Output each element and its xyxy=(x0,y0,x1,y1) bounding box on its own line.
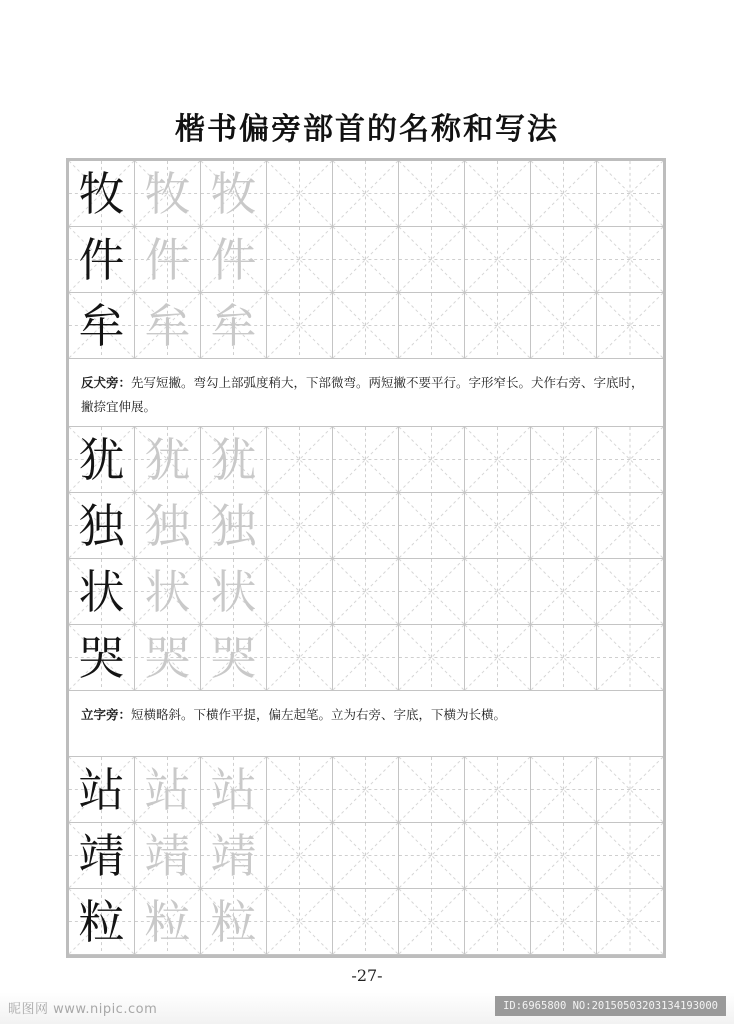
trace-character: 犹 xyxy=(144,432,191,487)
guide-lines xyxy=(267,493,332,558)
model-character: 犹 xyxy=(78,432,125,487)
guide-lines xyxy=(267,227,332,292)
guide-lines xyxy=(531,161,596,226)
radical-name: 反犬旁： xyxy=(81,375,132,390)
radical-description: 短横略斜。下横作平提，偏左起笔。立为右旁、字底，下横为长横。 xyxy=(131,707,507,722)
grid-row xyxy=(69,889,663,955)
trace-character: 牧 xyxy=(210,166,257,221)
guide-lines xyxy=(597,823,663,888)
grid-row xyxy=(69,293,663,359)
blank-cell xyxy=(465,427,531,493)
trace-character: 状 xyxy=(144,564,191,619)
guide-lines xyxy=(597,227,663,292)
trace-character: 站 xyxy=(210,762,257,817)
grid-row xyxy=(69,823,663,889)
guide-lines xyxy=(465,293,530,358)
blank-cell xyxy=(267,823,333,889)
watermark-id: ID:6965800 NO:20150503203134193000 xyxy=(495,996,726,1016)
model-character: 粒 xyxy=(78,894,125,949)
guide-lines xyxy=(465,625,530,690)
trace-cell xyxy=(135,625,201,691)
guide-lines xyxy=(597,757,663,822)
guide-lines xyxy=(267,559,332,624)
blank-cell xyxy=(531,625,597,691)
trace-character: 哭 xyxy=(210,630,257,685)
guide-lines xyxy=(531,889,596,954)
guide-lines xyxy=(399,493,464,558)
trace-character: 件 xyxy=(144,232,191,287)
trace-cell xyxy=(201,757,267,823)
blank-cell xyxy=(465,559,531,625)
trace-cell xyxy=(201,823,267,889)
grid-row xyxy=(69,161,663,227)
radical-note xyxy=(69,691,663,757)
guide-lines xyxy=(531,823,596,888)
trace-cell xyxy=(201,493,267,559)
blank-cell xyxy=(267,757,333,823)
blank-cell xyxy=(531,889,597,955)
page-number: -27- xyxy=(351,966,383,985)
blank-cell xyxy=(399,625,465,691)
grid-row xyxy=(69,493,663,559)
blank-cell xyxy=(267,559,333,625)
model-character: 哭 xyxy=(78,630,125,685)
guide-lines xyxy=(465,493,530,558)
model-character: 独 xyxy=(78,498,125,553)
watermark-site: 昵图网 www.nipic.com xyxy=(8,1002,158,1017)
blank-cell xyxy=(597,227,663,293)
trace-character: 靖 xyxy=(144,828,191,883)
guide-lines xyxy=(465,427,530,492)
blank-cell xyxy=(597,427,663,493)
blank-cell xyxy=(597,559,663,625)
blank-cell xyxy=(333,757,399,823)
blank-cell xyxy=(399,757,465,823)
blank-cell xyxy=(531,757,597,823)
trace-character: 独 xyxy=(210,498,257,553)
blank-cell xyxy=(333,493,399,559)
guide-lines xyxy=(267,757,332,822)
radical-note xyxy=(69,359,663,427)
model-character: 状 xyxy=(78,564,125,619)
guide-lines xyxy=(597,559,663,624)
guide-lines xyxy=(333,227,398,292)
trace-cell xyxy=(201,427,267,493)
blank-cell xyxy=(465,757,531,823)
blank-cell xyxy=(531,493,597,559)
blank-cell xyxy=(531,823,597,889)
guide-lines xyxy=(399,427,464,492)
guide-lines xyxy=(531,757,596,822)
model-cell xyxy=(69,293,135,359)
blank-cell xyxy=(597,625,663,691)
grid-row xyxy=(69,625,663,691)
guide-lines xyxy=(333,625,398,690)
blank-cell xyxy=(531,559,597,625)
model-cell xyxy=(69,559,135,625)
blank-cell xyxy=(399,227,465,293)
guide-lines xyxy=(333,161,398,226)
blank-cell xyxy=(399,493,465,559)
blank-cell xyxy=(597,889,663,955)
trace-cell xyxy=(135,889,201,955)
guide-lines xyxy=(333,293,398,358)
guide-lines xyxy=(597,161,663,226)
blank-cell xyxy=(267,427,333,493)
guide-lines xyxy=(465,889,530,954)
trace-cell xyxy=(135,227,201,293)
model-cell xyxy=(69,161,135,227)
guide-lines xyxy=(531,293,596,358)
blank-cell xyxy=(333,559,399,625)
grid-row xyxy=(69,427,663,493)
blank-cell xyxy=(597,161,663,227)
blank-cell xyxy=(399,823,465,889)
guide-lines xyxy=(597,493,663,558)
radical-name: 立字旁： xyxy=(81,707,132,722)
trace-cell xyxy=(135,823,201,889)
blank-cell xyxy=(531,293,597,359)
guide-lines xyxy=(597,293,663,358)
trace-cell xyxy=(135,293,201,359)
model-cell xyxy=(69,889,135,955)
blank-cell xyxy=(399,559,465,625)
trace-character: 站 xyxy=(144,762,191,817)
practice-grid-sheet xyxy=(66,158,666,958)
model-cell xyxy=(69,823,135,889)
guide-lines xyxy=(465,559,530,624)
trace-cell xyxy=(201,227,267,293)
blank-cell xyxy=(465,493,531,559)
blank-cell xyxy=(597,757,663,823)
blank-cell xyxy=(465,889,531,955)
blank-cell xyxy=(333,161,399,227)
guide-lines xyxy=(267,625,332,690)
model-cell xyxy=(69,227,135,293)
model-character: 牟 xyxy=(78,298,125,353)
guide-lines xyxy=(399,293,464,358)
guide-lines xyxy=(399,889,464,954)
trace-cell xyxy=(135,757,201,823)
blank-cell xyxy=(267,161,333,227)
trace-character: 牟 xyxy=(144,298,191,353)
blank-cell xyxy=(597,493,663,559)
model-character: 牧 xyxy=(78,166,125,221)
trace-character: 牟 xyxy=(210,298,257,353)
trace-character: 哭 xyxy=(144,630,191,685)
blank-cell xyxy=(333,625,399,691)
blank-cell xyxy=(333,293,399,359)
blank-cell xyxy=(399,427,465,493)
guide-lines xyxy=(333,889,398,954)
blank-cell xyxy=(465,161,531,227)
trace-character: 粒 xyxy=(144,894,191,949)
guide-lines xyxy=(597,625,663,690)
blank-cell xyxy=(267,227,333,293)
grid-row xyxy=(69,559,663,625)
trace-cell xyxy=(201,889,267,955)
guide-lines xyxy=(399,757,464,822)
trace-character: 独 xyxy=(144,498,191,553)
guide-lines xyxy=(399,823,464,888)
guide-lines xyxy=(531,427,596,492)
guide-lines xyxy=(597,889,663,954)
guide-lines xyxy=(465,757,530,822)
model-character: 靖 xyxy=(78,828,125,883)
guide-lines xyxy=(465,227,530,292)
trace-character: 犹 xyxy=(210,432,257,487)
blank-cell xyxy=(333,823,399,889)
guide-lines xyxy=(333,559,398,624)
trace-cell xyxy=(135,427,201,493)
blank-cell xyxy=(399,161,465,227)
trace-cell xyxy=(135,493,201,559)
grid-row xyxy=(69,757,663,823)
blank-cell xyxy=(531,161,597,227)
guide-lines xyxy=(531,559,596,624)
trace-cell xyxy=(135,161,201,227)
guide-lines xyxy=(399,161,464,226)
guide-lines xyxy=(531,625,596,690)
trace-cell xyxy=(201,293,267,359)
grid-row xyxy=(69,227,663,293)
blank-cell xyxy=(333,889,399,955)
blank-cell xyxy=(597,293,663,359)
guide-lines xyxy=(465,823,530,888)
model-cell xyxy=(69,625,135,691)
blank-cell xyxy=(333,227,399,293)
model-cell xyxy=(69,493,135,559)
trace-character: 状 xyxy=(210,564,257,619)
guide-lines xyxy=(267,427,332,492)
blank-cell xyxy=(465,227,531,293)
blank-cell xyxy=(597,823,663,889)
blank-cell xyxy=(333,427,399,493)
guide-lines xyxy=(267,823,332,888)
blank-cell xyxy=(267,889,333,955)
guide-lines xyxy=(399,227,464,292)
guide-lines xyxy=(333,427,398,492)
page-title: 楷书偏旁部首的名称和写法 xyxy=(175,112,559,147)
trace-character: 件 xyxy=(210,232,257,287)
blank-cell xyxy=(267,625,333,691)
trace-cell xyxy=(201,625,267,691)
trace-cell xyxy=(201,161,267,227)
model-character: 站 xyxy=(78,762,125,817)
guide-lines xyxy=(597,427,663,492)
guide-lines xyxy=(399,559,464,624)
blank-cell xyxy=(267,493,333,559)
trace-cell xyxy=(135,559,201,625)
blank-cell xyxy=(465,823,531,889)
trace-cell xyxy=(201,559,267,625)
trace-character: 靖 xyxy=(210,828,257,883)
model-character: 件 xyxy=(78,232,125,287)
radical-description: 先写短撇。弯勾上部弧度稍大，下部微弯。两短撇不要平行。字形窄长。犬作右旁、字底时，撇捺宜伸展。 xyxy=(81,375,644,414)
guide-lines xyxy=(465,161,530,226)
guide-lines xyxy=(333,493,398,558)
blank-cell xyxy=(267,293,333,359)
model-cell xyxy=(69,757,135,823)
blank-cell xyxy=(399,293,465,359)
blank-cell xyxy=(465,625,531,691)
guide-lines xyxy=(333,823,398,888)
guide-lines xyxy=(399,625,464,690)
guide-lines xyxy=(267,293,332,358)
guide-lines xyxy=(333,757,398,822)
blank-cell xyxy=(531,227,597,293)
blank-cell xyxy=(465,293,531,359)
blank-cell xyxy=(399,889,465,955)
guide-lines xyxy=(531,227,596,292)
guide-lines xyxy=(267,889,332,954)
guide-lines xyxy=(531,493,596,558)
blank-cell xyxy=(531,427,597,493)
guide-lines xyxy=(267,161,332,226)
model-cell xyxy=(69,427,135,493)
trace-character: 粒 xyxy=(210,894,257,949)
trace-character: 牧 xyxy=(144,166,191,221)
